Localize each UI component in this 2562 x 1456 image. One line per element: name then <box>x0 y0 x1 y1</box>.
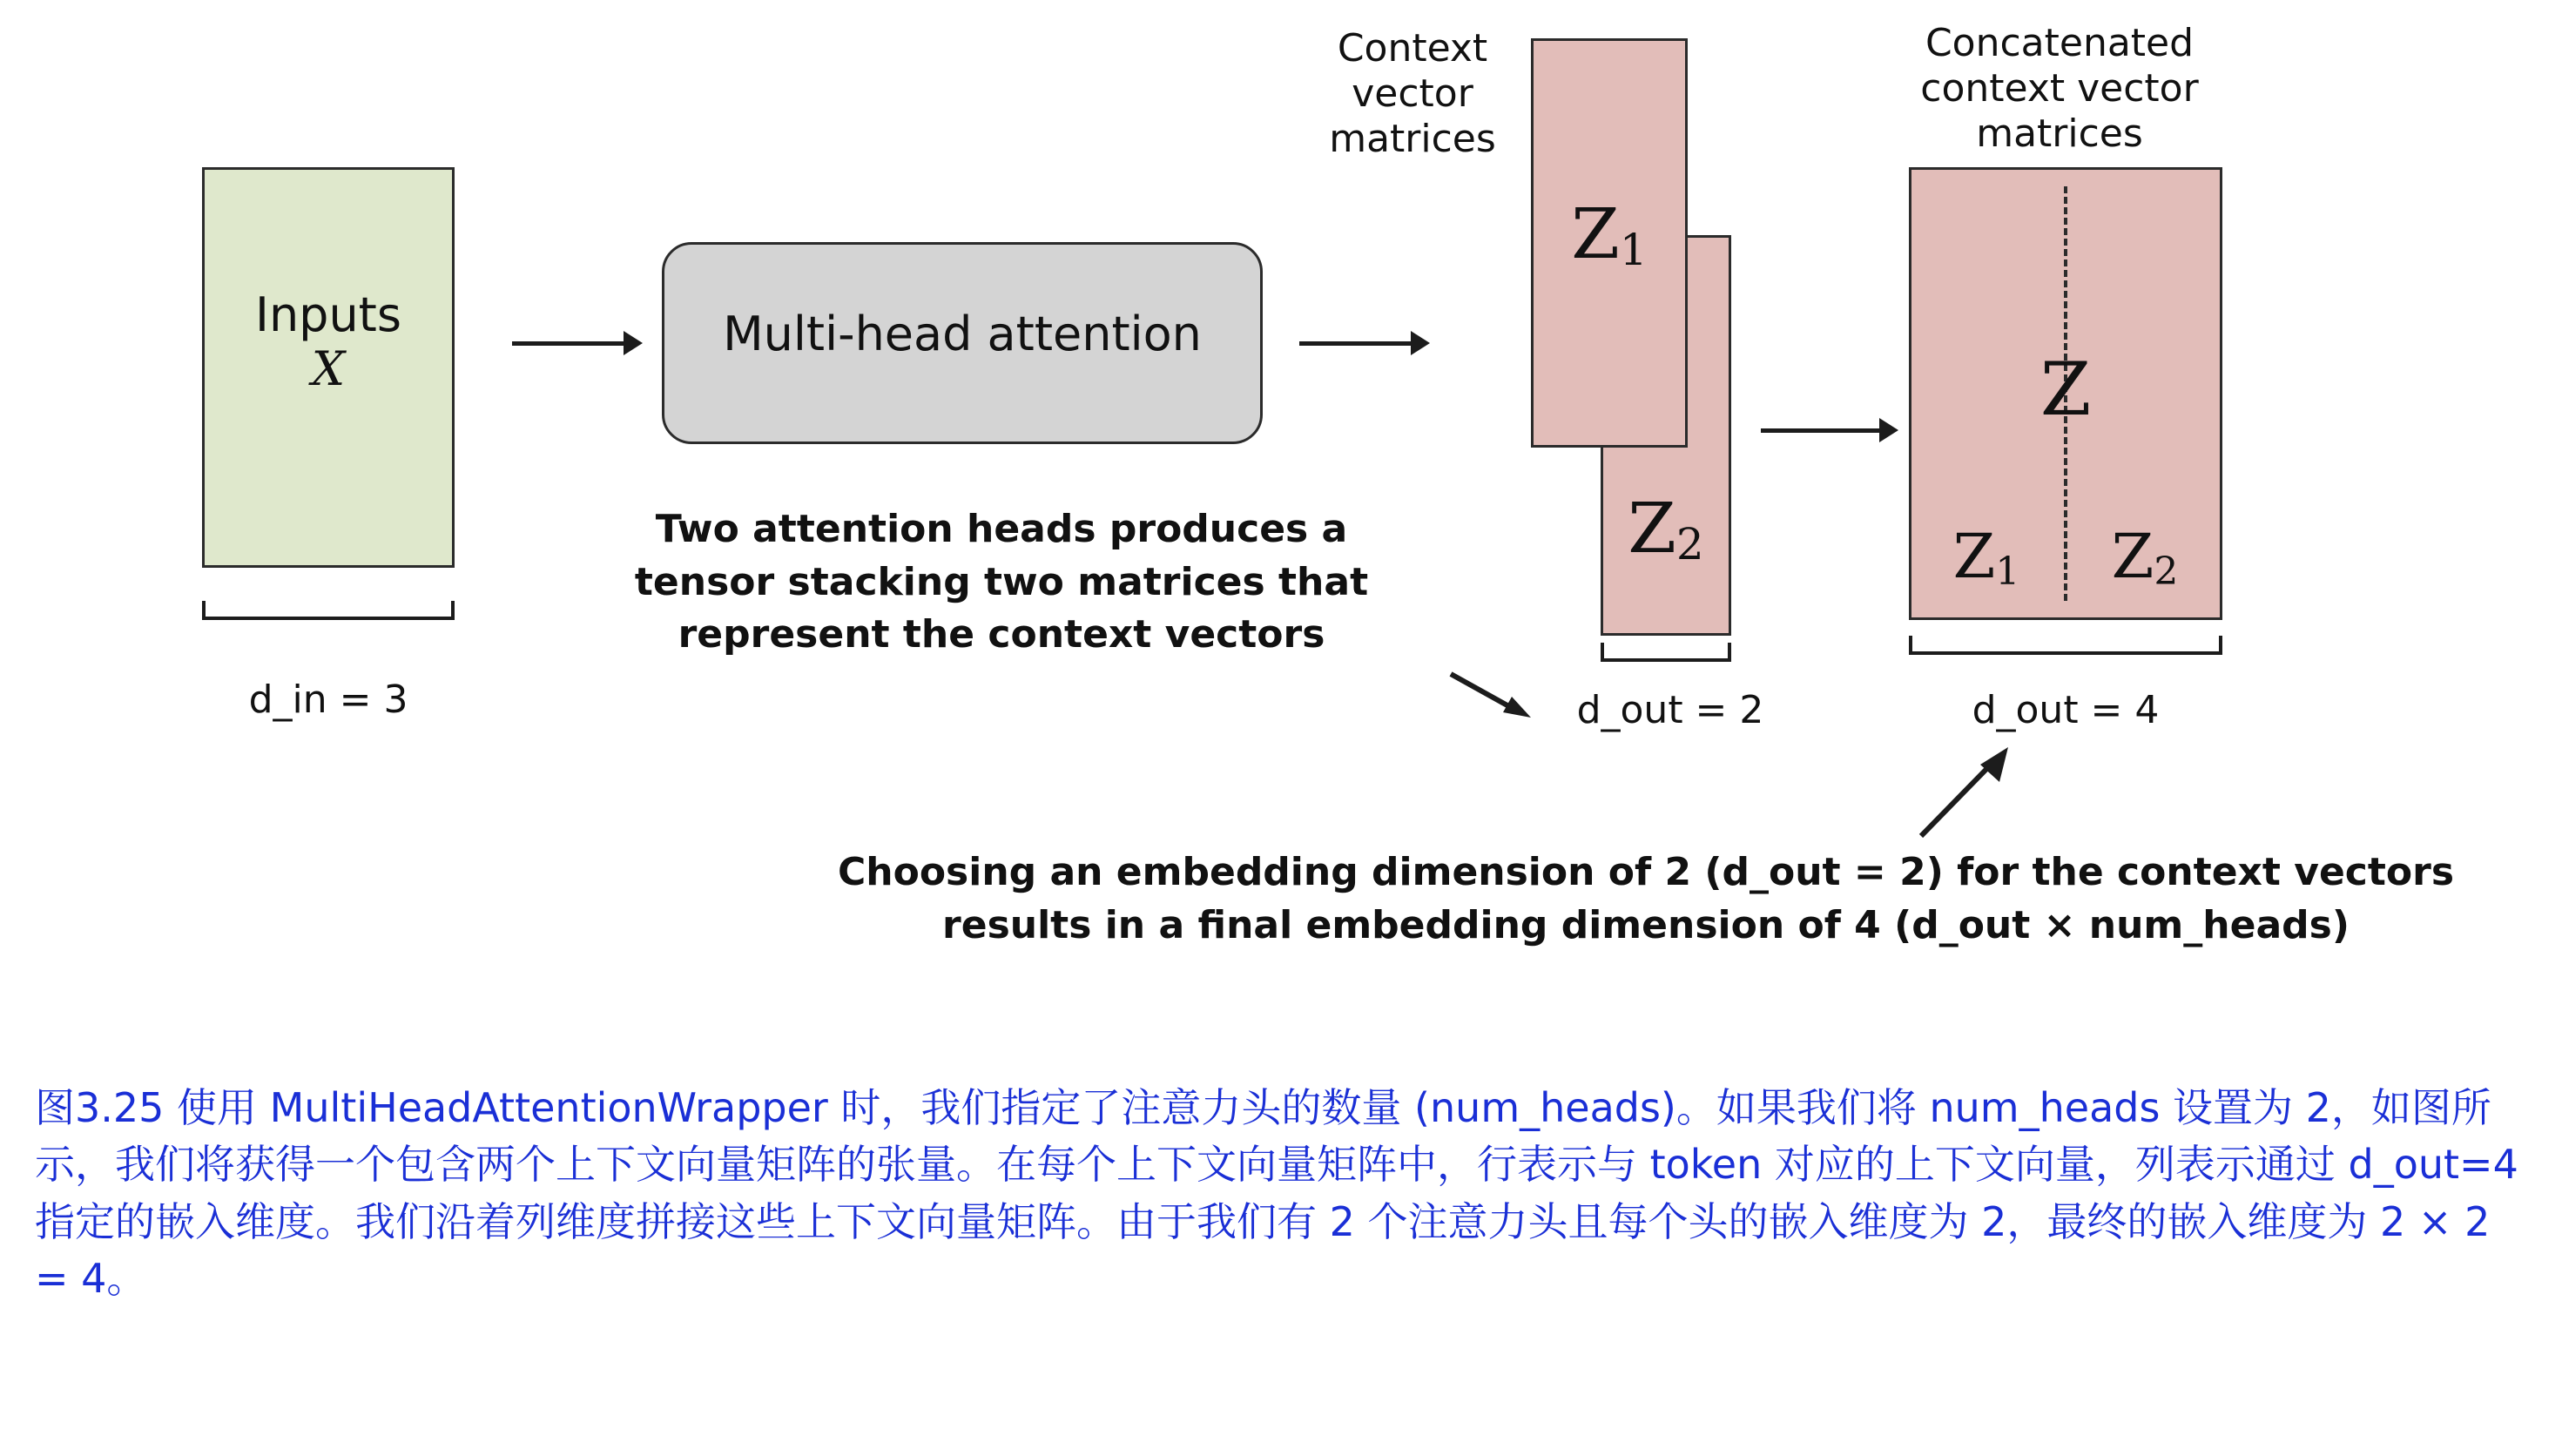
z2-letter: Z <box>1628 488 1676 569</box>
concat-z1-subscript: 1 <box>1995 549 2020 594</box>
context-vector-heading <box>1282 26 1543 162</box>
inputs-label: Inputs <box>255 287 401 342</box>
arrow-inputs-to-attention-head <box>624 331 643 355</box>
context-matrix-z1-label <box>1531 193 1688 275</box>
context-matrix-z2-label <box>1601 488 1731 570</box>
arrow-attention-to-context-line <box>1299 341 1412 346</box>
context-heading-line1: Context <box>1337 26 1488 71</box>
inputs-variable: X <box>311 341 346 396</box>
arrow-to-concat-dim <box>1907 740 2029 845</box>
concat-dim-bracket <box>1909 636 2222 655</box>
context-dim-bracket <box>1601 643 1731 662</box>
arrow-attention-to-context-head <box>1411 331 1430 355</box>
z1-subscript: 1 <box>1619 225 1648 275</box>
concat-heading-line2: context vector <box>1920 65 2199 111</box>
concat-z2-subscript: 2 <box>2154 549 2179 594</box>
context-heading-line2: vector <box>1352 71 1473 116</box>
note-bottom <box>766 846 2525 952</box>
inputs-dim-bracket <box>202 601 455 620</box>
concat-heading-line3: matrices <box>1976 111 2143 156</box>
note-middle-line3: represent the context vectors <box>678 612 1325 657</box>
multi-head-attention-label: Multi-head attention <box>723 307 1202 361</box>
figure-caption: 图3.25 使用 MultiHeadAttentionWrapper 时，我们指定了注意力头的数量 (num_heads)。如果我们将 num_heads 设置为 2，如图所示，我们将获得一个包含两个上下文向量矩阵的张量。在每个上下文向量矩阵中，行表示与 token 对应的上下文向量，列表示通过 d_out=4 指定的嵌入维度。我们沿着列维度拼接这些上下文向量矩阵。由于我们有 2 个注意力头且每个头的嵌入维度为 2，最终的嵌入维度为 2 × 2 = 4。 <box>35 1084 2518 1302</box>
concat-matrix-left-label <box>1909 521 2064 594</box>
inputs-dim-label: d_in = 3 <box>248 677 408 722</box>
z1-letter: Z <box>1571 193 1620 274</box>
note-bottom-line2: results in a final embedding dimension of 4 (d_out × num_heads) <box>942 902 2350 947</box>
note-middle-line1: Two attention heads produces a <box>655 507 1348 551</box>
arrow-to-context-dim <box>1446 662 1541 731</box>
note-middle-line2: tensor stacking two matrices that <box>634 559 1369 604</box>
context-heading-line3: matrices <box>1329 116 1496 161</box>
arrow-context-to-concat-head <box>1879 418 1898 442</box>
arrow-inputs-to-attention-line <box>512 341 625 346</box>
concat-z2-letter: Z <box>2111 521 2154 592</box>
note-bottom-line1: Choosing an embedding dimension of 2 (d_out = 2) for the context vectors <box>837 850 2455 894</box>
arrow-context-to-concat-line <box>1761 428 1883 433</box>
context-dim-label: d_out = 2 <box>1576 688 1764 732</box>
concat-heading <box>1855 21 2264 157</box>
concat-dim-label: d_out = 4 <box>1972 688 2160 732</box>
note-middle <box>610 503 1393 662</box>
concat-matrix-label: Z <box>2039 347 2092 432</box>
concat-z1-letter: Z <box>1952 521 1996 592</box>
concat-heading-line1: Concatenated <box>1925 21 2195 65</box>
z2-subscript: 2 <box>1675 519 1704 570</box>
concat-matrix-right-label <box>2067 521 2222 594</box>
